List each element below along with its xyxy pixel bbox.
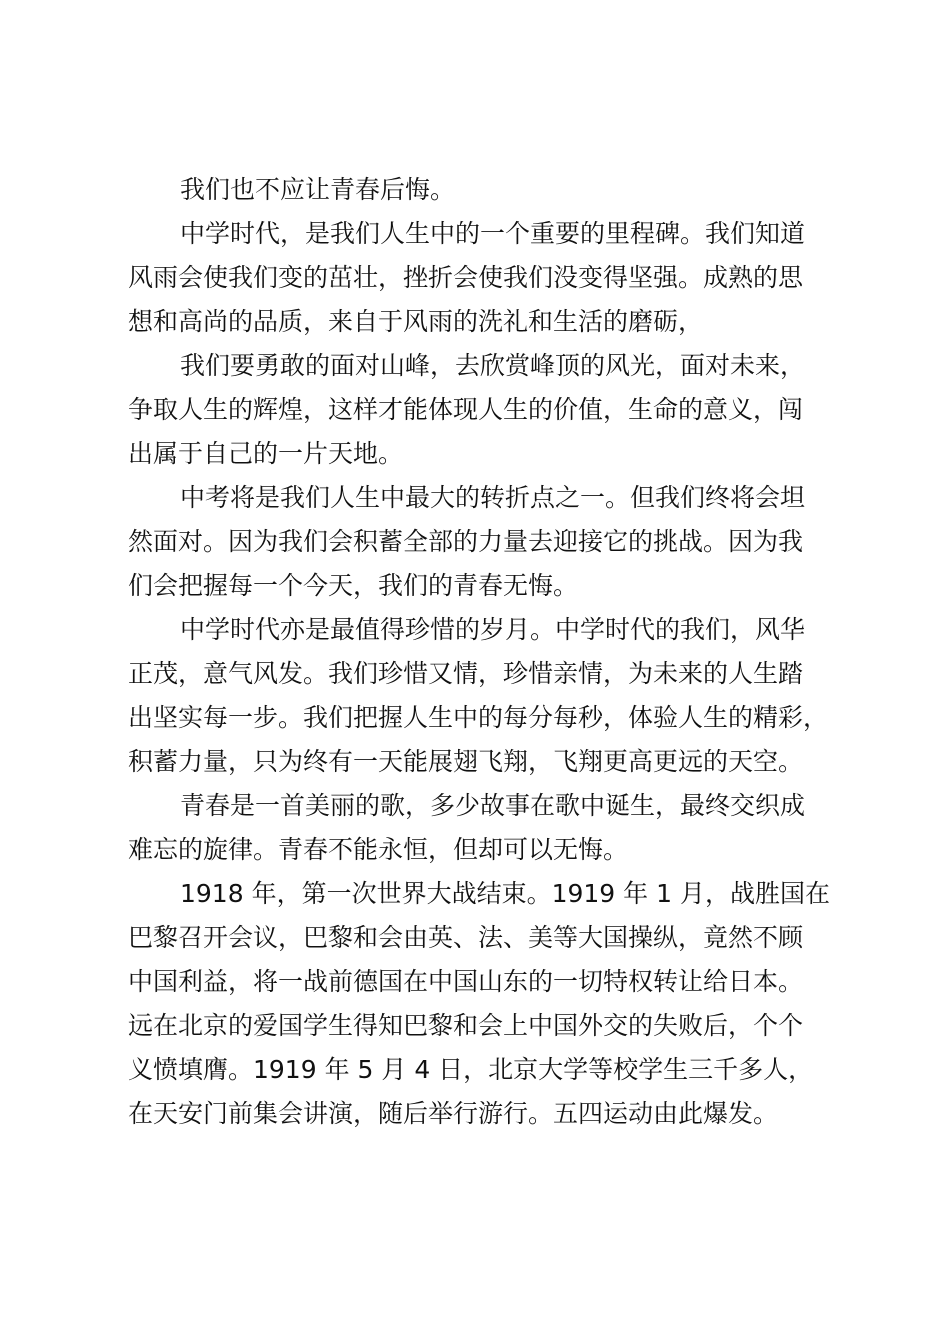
paragraph-1 (128, 168, 840, 212)
text-line: 中考将是我们人生中最大的转折点之一。但我们终将会坦 (180, 483, 806, 512)
text-line: 们会把握每一个今天，我们的青春无悔。 (128, 571, 579, 600)
text-line: 远在北京的爱国学生得知巴黎和会上中国外交的失败后，个个 (128, 1011, 804, 1040)
paragraph-7 (128, 872, 840, 1136)
text-line: 中学时代亦是最值得珍惜的岁月。中学时代的我们，风华 (180, 615, 806, 644)
text-line: 难忘的旋律。青春不能永恒，但却可以无悔。 (128, 835, 629, 864)
text-line: 积蓄力量，只为终有一天能展翅飞翔，飞翔更高更远的天空。 (128, 747, 804, 776)
text-line: 中学时代，是我们人生中的一个重要的里程碑。我们知道 (180, 219, 806, 248)
text-line: 我们也不应让青春后悔。 (180, 175, 456, 204)
text-line: 想和高尚的品质，来自于风雨的洗礼和生活的磨砺， (128, 307, 704, 336)
text-line: 义愤填膺。1919 年 5 月 4 日，北京大学等校学生三千多人， (128, 1055, 814, 1084)
paragraph-2 (128, 212, 840, 344)
text-line: 出坚实每一步。我们把握人生中的每分每秒，体验人生的精彩， (128, 703, 829, 732)
text-line: 中国利益，将一战前德国在中国山东的一切特权转让给日本。 (128, 967, 804, 996)
paragraph-4 (128, 476, 840, 608)
text-line: 在天安门前集会讲演，随后举行游行。五四运动由此爆发。 (128, 1099, 779, 1128)
text-line: 我们要勇敢的面对山峰，去欣赏峰顶的风光，面对未来， (180, 351, 806, 380)
text-line: 然面对。因为我们会积蓄全部的力量去迎接它的挑战。因为我 (128, 527, 804, 556)
text-line: 1918 年，第一次世界大战结束。1919 年 1 月，战胜国在 (180, 879, 830, 908)
document-page (128, 168, 840, 1136)
text-line: 争取人生的辉煌，这样才能体现人生的价值，生命的意义，闯 (128, 395, 804, 424)
text-line: 青春是一首美丽的歌，多少故事在歌中诞生，最终交织成 (180, 791, 806, 820)
text-line: 风雨会使我们变的茁壮，挫折会使我们没变得坚强。成熟的思 (128, 263, 804, 292)
text-line: 出属于自己的一片天地。 (128, 439, 404, 468)
paragraph-6 (128, 784, 840, 872)
text-line: 巴黎召开会议，巴黎和会由英、法、美等大国操纵，竟然不顾 (128, 923, 804, 952)
paragraph-5 (128, 608, 840, 784)
text-line: 正茂，意气风发。我们珍惜又情，珍惜亲情，为未来的人生踏 (128, 659, 804, 688)
paragraph-3 (128, 344, 840, 476)
